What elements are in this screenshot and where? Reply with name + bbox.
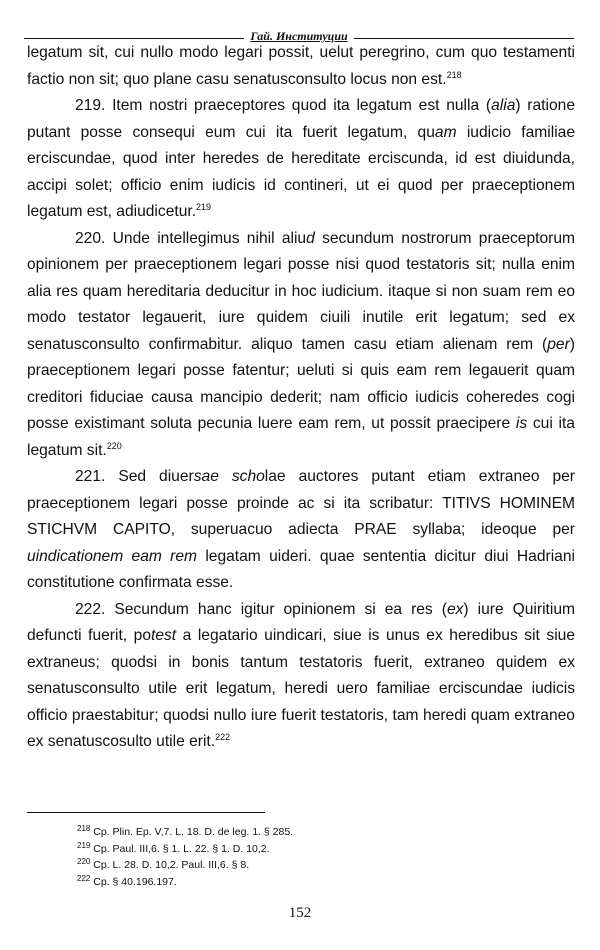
footnote-number: 218 xyxy=(77,824,91,833)
footnote-ref: 219 xyxy=(196,202,212,212)
italic-text: am xyxy=(434,123,457,141)
paragraph xyxy=(27,226,575,465)
page-number: 152 xyxy=(288,905,312,921)
text-run: cui ita legatum sit. xyxy=(27,415,575,459)
italic-text: d xyxy=(306,229,315,247)
footnote-number: 220 xyxy=(77,857,91,866)
text-run: 222. Secundum hanc igitur opinionem si ea res ( xyxy=(75,600,447,618)
footnote-text: Cp. L. 28. D. 10,2. Paul. III,6. § 8. xyxy=(93,859,250,871)
footnote-number: 222 xyxy=(77,873,91,883)
text-run: legatam uideri. quae sententia dicitur diui Hadriani constitutione confirmata esse. xyxy=(27,547,575,591)
text-run: ) iure Quiritium defuncti fuerit, po xyxy=(27,600,575,644)
footnote-ref: 220 xyxy=(106,440,122,451)
footnote-number: 219 xyxy=(77,840,91,850)
text-run: a legatario uindicari, siue is unus ex heredibus sit siue extraneus; quodsi in bonis tantum testatoris fuerit, extraneo quidem ex senatusconsulto utile erit legatum, heredi uero familiae erciscundae iudicis officio praestabitur; quodsi nullo iure fuerit testatoris, tam heredi quam extraneo ex senatuscosulto utile erit. xyxy=(27,627,575,750)
footnote-separator xyxy=(27,812,265,813)
text-run: 219. Item nostri praeceptores quod ita legatum est nulla ( xyxy=(75,97,492,114)
running-header-title: Гай. Институции xyxy=(244,29,353,44)
text-run: iudicio familiae erciscundae, quod inter heredes de hereditate erciscunda, id est diuidunda, accipi solet; officio enim iudicis id contineri, ut ei quod per praeceptionem legatum est, adiudicetur. xyxy=(27,123,576,220)
running-header xyxy=(24,14,574,43)
footnote-ref: 218 xyxy=(446,69,462,80)
paragraph xyxy=(27,93,575,226)
footnote xyxy=(77,857,557,874)
footnote xyxy=(77,874,557,891)
paragraph xyxy=(27,597,575,756)
text-run: secundum nostrorum praeceptorum opinionem per praeceptionem legari posse nisi quod testatoris sit; nulla enim alia res quam hereditaria deducitur in hoc iudicium. itaque si non suam rem eo modo testator legauerit, iure quidem ciuili inutile erit legatum; sed ex senatusconsulto confirmabitur. aliquo tamen casu etiam alienam rem ( xyxy=(27,229,575,353)
paragraph xyxy=(27,40,575,93)
italic-text: test xyxy=(151,627,177,644)
italic-text: per xyxy=(547,335,570,353)
italic-text: is xyxy=(515,415,528,432)
footnote xyxy=(77,841,557,858)
italic-text: ex xyxy=(446,600,464,618)
footnote-text: Cp. Paul. III,6. § 1. L. 22. § 1. D. 10,2. xyxy=(93,842,270,855)
paragraph xyxy=(27,464,575,597)
italic-text: uindicationem eam rem xyxy=(27,547,198,565)
text-run: 220. Unde intellegimus nihil aliu xyxy=(75,229,307,247)
footnote xyxy=(77,824,557,841)
footnotes xyxy=(77,824,557,890)
text-run: ) praeceptionem legari posse fatentur; ueluti si quis eam rem legauerit quam creditori fiduciae causa mancipio dederit; nam officio iudicis coheredes cogi posse existimant soluta pecunia luere eam rem, ut possit praecipere xyxy=(27,335,575,432)
text-run: legatum sit, cui nullo modo legari possit, uelut peregrino, cum quo testamenti factio non sit; quo plane casu senatusconsulto locus non est. xyxy=(27,44,575,88)
text-run: 221. Sed diuer xyxy=(75,468,194,485)
footnote-ref: 222 xyxy=(215,732,231,742)
text-run: ) ratione putant posse consequi eum cui ita fuerit legatum, qu xyxy=(27,97,575,141)
body-text xyxy=(27,40,575,756)
italic-text: alia xyxy=(491,97,516,114)
text-run: lae auctores putant etiam extraneo per praeceptionem legari posse proinde ac si ita scribatur: TITIVS HOMINEM STICHVM CAPITO, superuacuo adiecta PRAE syllaba; ideoque per xyxy=(27,468,575,538)
footnote-text: Cp. § 40.196.197. xyxy=(93,875,177,888)
italic-text: sae scho xyxy=(193,468,265,485)
footnote-text: Cp. Plin. Ep. V,7. L. 18. D. de leg. 1. § 285. xyxy=(93,826,294,838)
